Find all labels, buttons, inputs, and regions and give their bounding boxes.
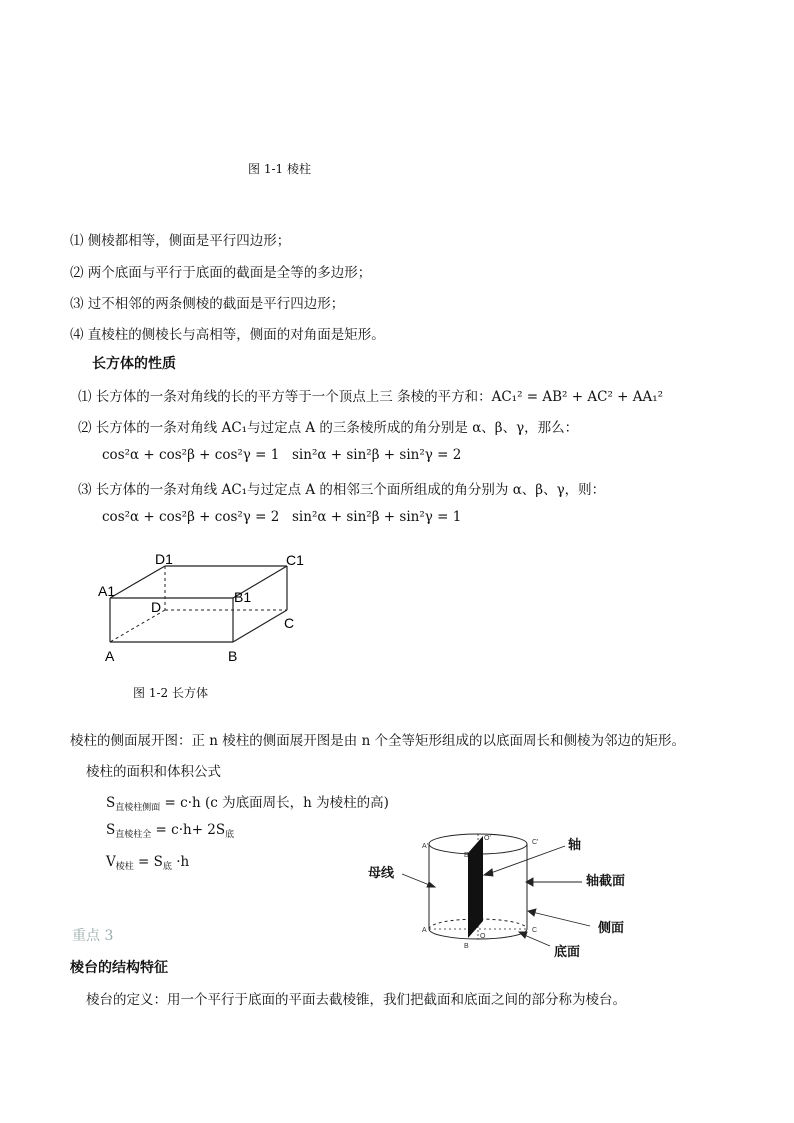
cylinder-label-generatrix: 母线 — [368, 865, 395, 880]
vertex-label-c1: C1 — [286, 552, 304, 568]
cuboid-heading: 长方体的性质 — [92, 356, 176, 372]
cylinder-point-b-bottom: B — [464, 943, 469, 950]
prism-unfold-text: 棱柱的侧面展开图：正 n 棱柱的侧面展开图是由 n 个全等矩形组成的以底面周长和侧棱为邻边的矩形。 — [70, 733, 686, 749]
vertex-label-b: B — [228, 648, 238, 664]
formula-total-area-symbol: S — [106, 822, 116, 838]
cylinder-point-a-bottom: A — [422, 927, 427, 934]
formula-total-area-subscript-base: 底 — [225, 830, 235, 840]
figure-caption-cuboid: 图 1-2 长方体 — [133, 686, 208, 700]
cylinder-label-lateral: 侧面 — [598, 920, 625, 935]
vertex-label-d1: D1 — [155, 551, 173, 567]
vertex-label-d: D — [151, 599, 162, 615]
formula-volume-symbol: V — [106, 854, 116, 870]
formula-volume-rest-2: ·h — [171, 854, 190, 870]
prism-property-2: ⑵ 两个底面与平行于底面的截面是全等的多边形； — [70, 265, 372, 281]
formula-volume-subscript: 棱柱 — [115, 862, 134, 872]
formula-lateral-area-subscript: 直棱柱侧面 — [115, 803, 161, 813]
cylinder-figure — [360, 826, 650, 958]
cylinder-point-c-top: C' — [532, 839, 539, 846]
cylinder-label-axis: 轴 — [568, 837, 582, 852]
prism-property-4: ⑷ 直棱柱的侧棱长与高相等，侧面的对角面是矩形。 — [70, 327, 385, 343]
formula-total-area-rest: = c·h+ 2S — [151, 822, 226, 838]
formula-total-area — [106, 822, 234, 840]
cylinder-point-b-top: B' — [464, 852, 471, 859]
area-volume-heading: 棱柱的面积和体积公式 — [86, 764, 221, 780]
vertex-label-a1: A1 — [98, 583, 116, 599]
cylinder-label-axial-section: 轴截面 — [586, 873, 626, 888]
prism-property-1: ⑴ 侧棱都相等，侧面是平行四边形； — [70, 233, 291, 249]
cylinder-label-base: 底面 — [554, 944, 581, 958]
cuboid-property-3-formula-cos: cos²α + cos²β + cos²γ = 2 — [102, 509, 280, 525]
cuboid-property-1 — [78, 385, 663, 405]
cuboid-property-2-formula-cos: cos²α + cos²β + cos²γ = 1 — [102, 447, 280, 463]
frustum-heading: 棱台的结构特征 — [70, 960, 168, 976]
formula-lateral-area-rest: = c·h (c 为底面周长，h 为棱柱的高) — [160, 795, 389, 811]
formula-lateral-area-symbol: S — [106, 795, 116, 811]
vertex-label-c: C — [284, 615, 295, 631]
cuboid-property-2: ⑵ 长方体的一条对角线 AC₁与过定点 A 的三条棱所成的角分别是 α、β、γ，那么： — [78, 420, 579, 436]
vertex-label-b1: B1 — [234, 589, 252, 605]
vertex-label-a: A — [105, 648, 115, 664]
formula-volume-subscript-base: 底 — [162, 862, 172, 872]
cylinder-point-o-top: O' — [484, 835, 491, 842]
cylinder-point-o-bottom: O — [480, 933, 486, 940]
cuboid-property-1-formula: AC₁² = AB² + AC² + AA₁² — [491, 389, 664, 405]
frustum-definition: 棱台的定义：用一个平行于底面的平面去截棱锥，我们把截面和底面之间的部分称为棱台。 — [86, 992, 626, 1008]
cylinder-point-c-bottom: C — [532, 927, 538, 934]
cuboid-figure — [95, 548, 315, 670]
formula-lateral-area — [106, 791, 389, 813]
faded-heading-key-point: 重点 3 — [72, 928, 114, 944]
figure-caption-prism: 图 1-1 棱柱 — [248, 162, 311, 176]
cuboid-property-3-formula-sin: sin²α + sin²β + sin²γ = 1 — [292, 509, 462, 525]
cuboid-property-3: ⑶ 长方体的一条对角线 AC₁与过定点 A 的相邻三个面所组成的角分别为 α、β、γ，则： — [78, 482, 606, 498]
formula-volume-rest: = S — [133, 854, 163, 870]
prism-property-3: ⑶ 过不相邻的两条侧棱的截面是平行四边形； — [70, 296, 345, 312]
formula-total-area-subscript: 直棱柱全 — [115, 830, 152, 840]
cylinder-point-a-top: A' — [422, 843, 429, 850]
formula-volume — [106, 854, 189, 872]
cuboid-property-2-formula-sin: sin²α + sin²β + sin²γ = 2 — [292, 447, 462, 463]
cuboid-property-1-text: ⑴ 长方体的一条对角线的长的平方等于一个顶点上三 条棱的平方和： — [78, 389, 492, 405]
